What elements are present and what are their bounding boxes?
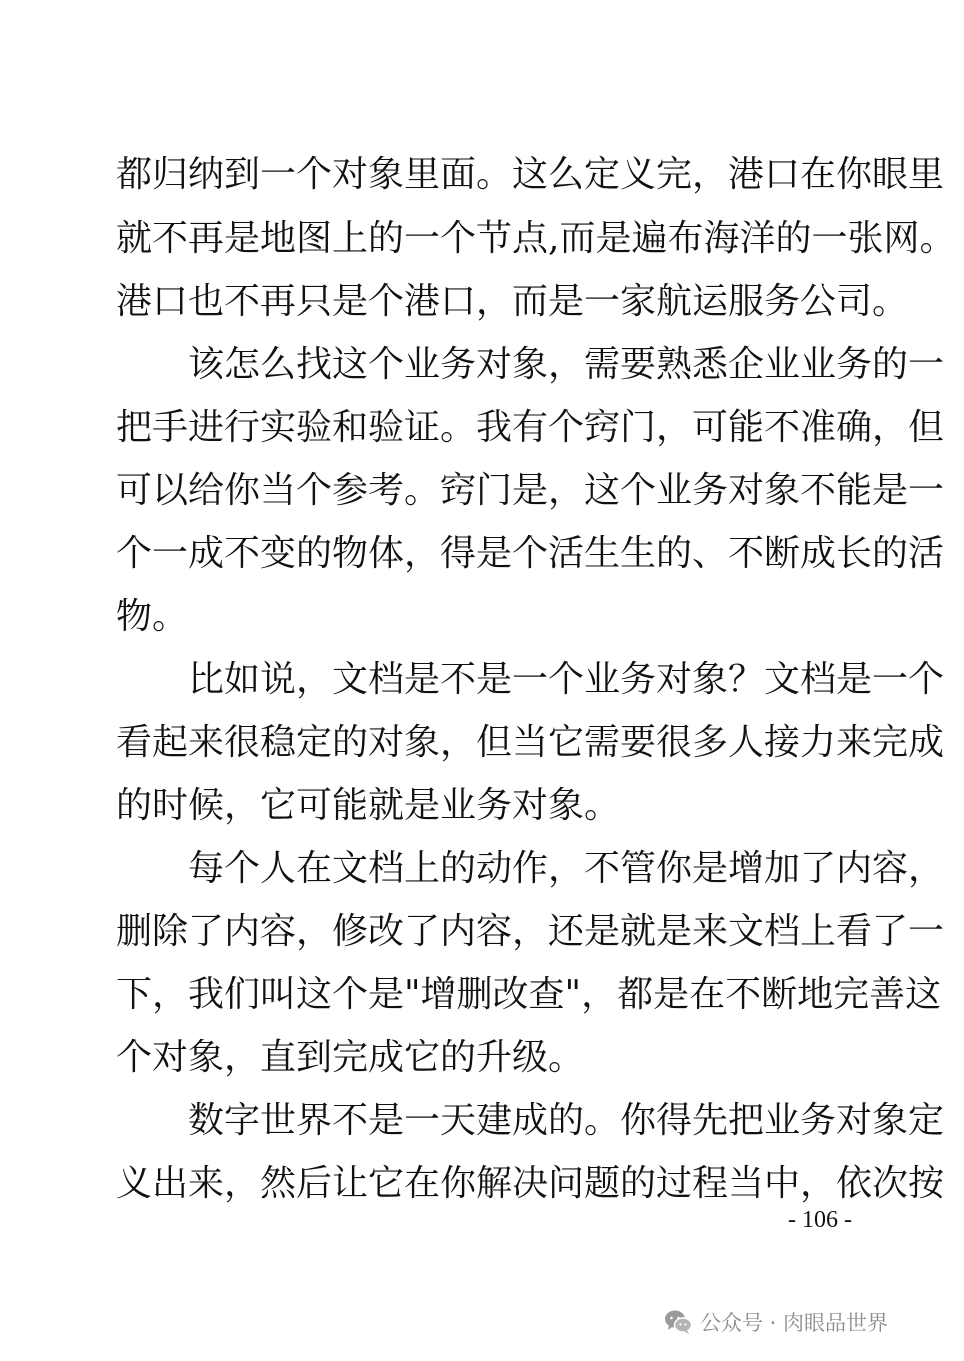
wechat-icon bbox=[664, 1309, 692, 1335]
watermark bbox=[664, 1305, 888, 1339]
text-line: 每个人在文档上的动作，不管你是增加了内容， bbox=[116, 848, 945, 889]
text-line: 就不再是地图上的一个节点,而是遍布海洋的一张网。 bbox=[116, 218, 956, 259]
text-line: 可以给你当个参考。窍门是，这个业务对象不能是一 bbox=[116, 470, 945, 511]
text-line: 的时候，它可能就是业务对象。 bbox=[116, 785, 621, 826]
text-line: 个一成不变的物体，得是个活生生的、不断成长的活 bbox=[116, 533, 945, 574]
page-number: - 106 - bbox=[788, 1207, 852, 1233]
text-line: 比如说，文档是不是一个业务对象？文档是一个 bbox=[116, 659, 945, 700]
text-line: 港口也不再只是个港口，而是一家航运服务公司。 bbox=[116, 281, 909, 322]
text-line: 数字世界不是一天建成的。你得先把业务对象定 bbox=[116, 1100, 945, 1141]
watermark-text: 公众号 · 肉眼品世界 bbox=[700, 1311, 889, 1335]
text-line: 看起来很稳定的对象，但当它需要很多人接力来完成 bbox=[116, 722, 945, 763]
text-line: 该怎么找这个业务对象，需要熟悉企业业务的一 bbox=[116, 344, 945, 385]
text-line: 物。 bbox=[116, 596, 189, 637]
text-line: 下，我们叫这个是"增删改查"，都是在不断地完善这 bbox=[116, 974, 942, 1015]
text-line: 都归纳到一个对象里面。这么定义完，港口在你眼里 bbox=[116, 154, 945, 195]
text-line: 义出来，然后让它在你解决问题的过程当中，依次按 bbox=[116, 1163, 945, 1204]
text-line: 删除了内容，修改了内容，还是就是来文档上看了一 bbox=[116, 911, 945, 952]
text-line: 把手进行实验和验证。我有个窍门，可能不准确，但 bbox=[116, 407, 945, 448]
text-line: 个对象，直到完成它的升级。 bbox=[116, 1037, 585, 1078]
